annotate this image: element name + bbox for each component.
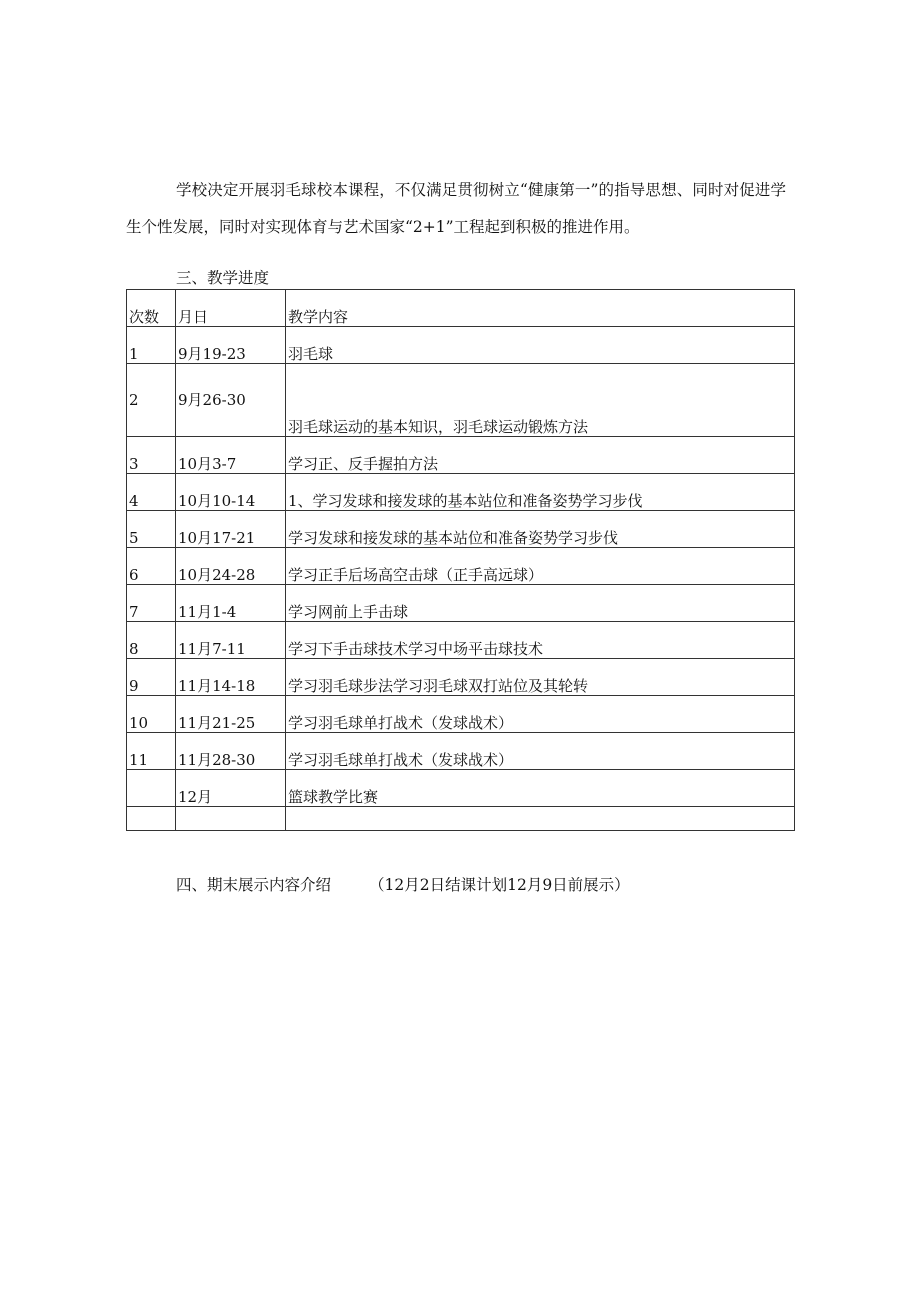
table-row-empty bbox=[127, 807, 795, 831]
header-cell-content: 教学内容 bbox=[286, 290, 795, 327]
header-cell-number: 次数 bbox=[127, 290, 176, 327]
row-date: 11月7-11 bbox=[176, 622, 286, 659]
row-number: 3 bbox=[127, 437, 176, 474]
row-number: 9 bbox=[127, 659, 176, 696]
table-row bbox=[127, 696, 795, 733]
row-number: 11 bbox=[127, 733, 176, 770]
row-date: 11月1-4 bbox=[176, 585, 286, 622]
header-cell-date: 月日 bbox=[176, 290, 286, 327]
table-row bbox=[127, 327, 795, 364]
row-date: 9月26-30 bbox=[176, 364, 286, 437]
table-row bbox=[127, 733, 795, 770]
row-content: 学习羽毛球单打战术（发球战术） bbox=[286, 733, 795, 770]
table-row bbox=[127, 622, 795, 659]
table-row bbox=[127, 511, 795, 548]
row-date: 10月3-7 bbox=[176, 437, 286, 474]
row-date: 9月19-23 bbox=[176, 327, 286, 364]
row-content: 学习网前上手击球 bbox=[286, 585, 795, 622]
row-date bbox=[176, 807, 286, 831]
row-date: 11月21-25 bbox=[176, 696, 286, 733]
row-content bbox=[286, 807, 795, 831]
row-date: 10月24-28 bbox=[176, 548, 286, 585]
row-number: 5 bbox=[127, 511, 176, 548]
intro-paragraph: 学校决定开展羽毛球校本课程，不仅满足贯彻树立“健康第一”的指导思想、同时对促进学生个性发展，同时对实现体育与艺术国家“2+1”工程起到积极的推进作用。 bbox=[126, 181, 786, 236]
row-content: 学习羽毛球单打战术（发球战术） bbox=[286, 696, 795, 733]
teaching-schedule-table bbox=[126, 289, 795, 831]
row-content: 学习羽毛球步法学习羽毛球双打站位及其轮转 bbox=[286, 659, 795, 696]
row-date: 10月10-14 bbox=[176, 474, 286, 511]
row-number: 1 bbox=[127, 327, 176, 364]
table-row bbox=[127, 548, 795, 585]
row-date: 12月 bbox=[176, 770, 286, 807]
row-date: 11月14-18 bbox=[176, 659, 286, 696]
table-row bbox=[127, 474, 795, 511]
row-content: 羽毛球 bbox=[286, 327, 795, 364]
row-number: 2 bbox=[127, 364, 176, 437]
row-date: 10月17-21 bbox=[176, 511, 286, 548]
row-number: 6 bbox=[127, 548, 176, 585]
row-number bbox=[127, 770, 176, 807]
row-content: 学习下手击球技术学习中场平击球技术 bbox=[286, 622, 795, 659]
row-content: 篮球教学比赛 bbox=[286, 770, 795, 807]
row-content: 羽毛球运动的基本知识，羽毛球运动锻炼方法 bbox=[286, 364, 795, 437]
section-4-heading bbox=[176, 873, 630, 895]
table-row bbox=[127, 659, 795, 696]
table-row bbox=[127, 770, 795, 807]
row-content: 1、学习发球和接发球的基本站位和准备姿势学习步伐 bbox=[286, 474, 795, 511]
table-header-row bbox=[127, 290, 795, 327]
row-date: 11月28-30 bbox=[176, 733, 286, 770]
row-number: 4 bbox=[127, 474, 176, 511]
row-number: 7 bbox=[127, 585, 176, 622]
row-number bbox=[127, 807, 176, 831]
row-content: 学习正、反手握拍方法 bbox=[286, 437, 795, 474]
row-content: 学习发球和接发球的基本站位和准备姿势学习步伐 bbox=[286, 511, 795, 548]
table-row bbox=[127, 585, 795, 622]
row-number: 10 bbox=[127, 696, 176, 733]
section-4-title: 四、期末展示内容介绍 bbox=[176, 876, 332, 894]
table-row bbox=[127, 364, 795, 437]
section-3-heading: 三、教学进度 bbox=[176, 269, 270, 287]
section-4-note: （12月2日结课计划12月9日前展示） bbox=[369, 876, 630, 894]
table-row bbox=[127, 437, 795, 474]
row-content: 学习正手后场高空击球（正手高远球） bbox=[286, 548, 795, 585]
row-number: 8 bbox=[127, 622, 176, 659]
